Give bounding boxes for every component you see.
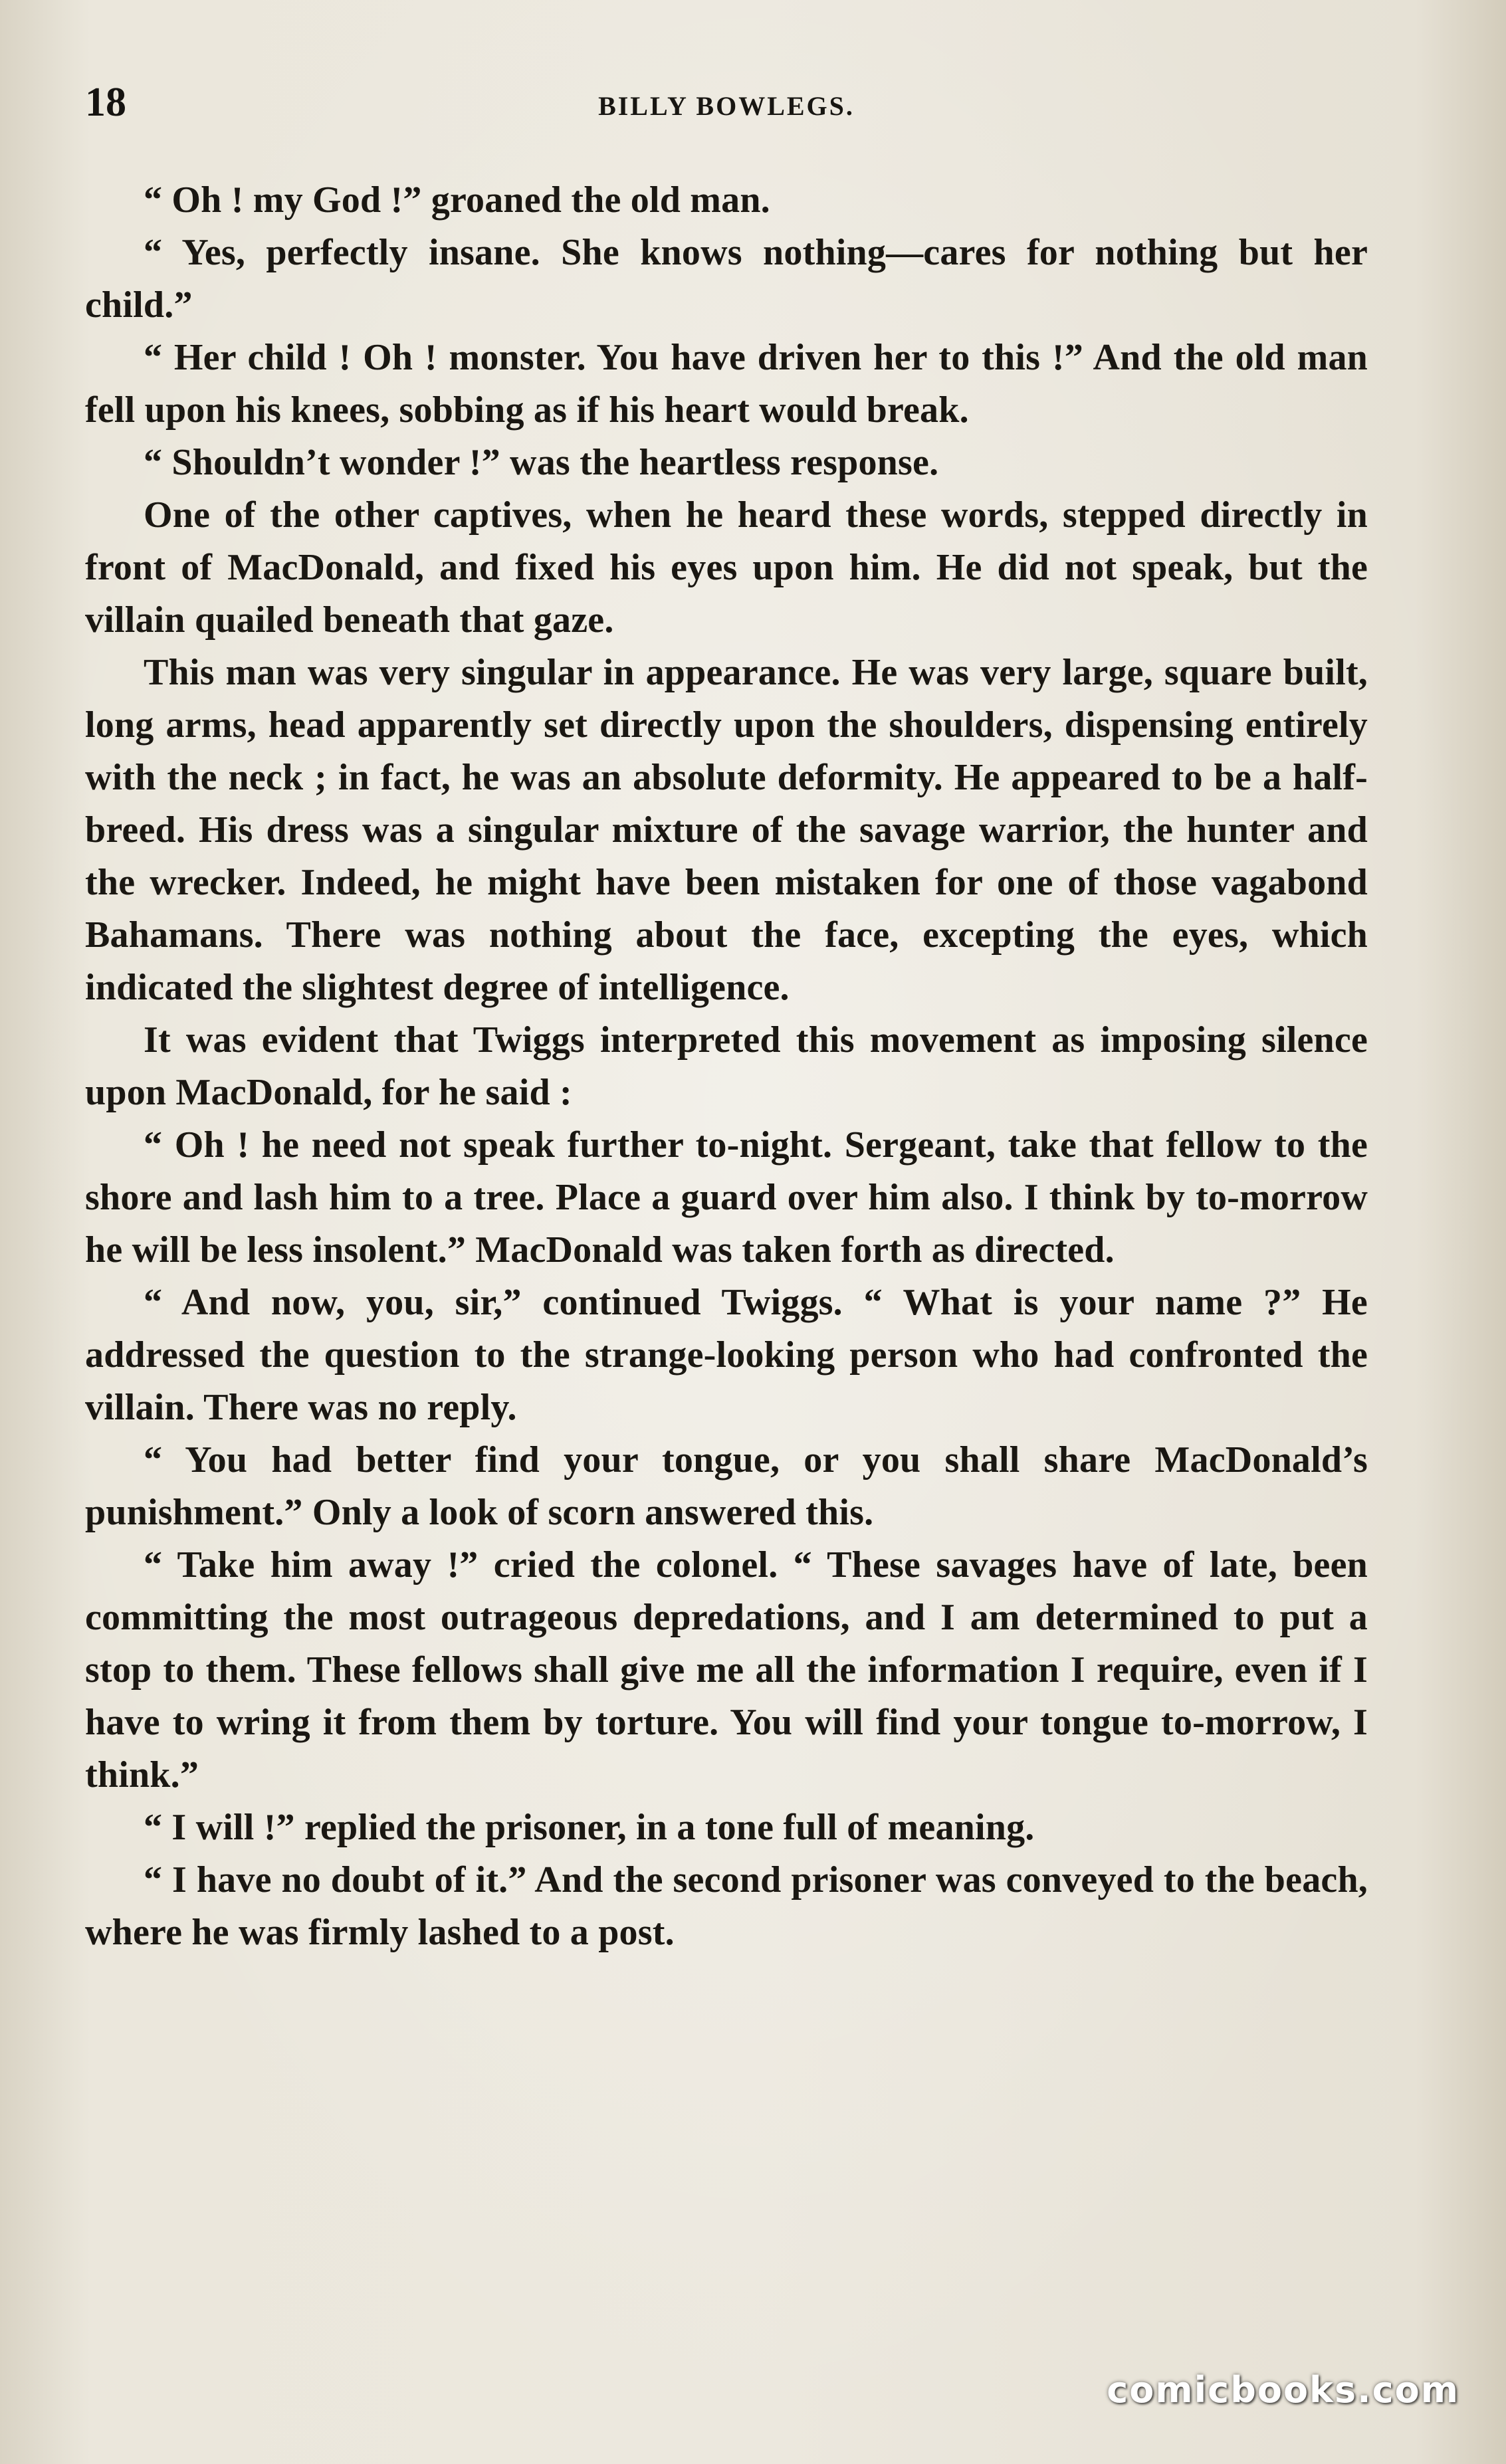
page-header [85,78,1368,132]
page-number: 18 [85,80,126,125]
paragraph: “ Yes, perfectly insane. She knows nothing—cares for nothing but her child.” [85,232,1368,326]
paragraph: This man was very singular in appearance. He was very large, square built, long arms, head apparently set directly upon the shoulders, dispensing entirely with the neck ; in fact, he was an absolute deformity. He appeared to be a half-breed. His dress was a singular mixture of the savage warrior, the hunter and the wrecker. Indeed, he might have been mistaken for one of those vagabond Bahamans. There was nothing about the face, excepting the eyes, which indicated the slightest degree of intelligence. [85,652,1368,1008]
paragraph: “ Take him away !” cried the colonel. “ These savages have of late, been committing the most outrageous depredations, and I am determined to put a stop to them. These fellows shall give me all the information I require, even if I have to wring it from them by torture. You will find your tongue to-morrow, I think.” [85,1544,1368,1796]
paragraph: “ I have no doubt of it.” And the second prisoner was conveyed to the beach, where he was firmly lashed to a post. [85,1859,1368,1953]
paragraph: One of the other captives, when he heard these words, stepped directly in front of MacDonald, and fixed his eyes upon him. He did not speak, but the villain quailed beneath that gaze. [85,494,1368,641]
site-watermark: comicbooks.com [1107,2369,1459,2411]
paragraph: “ And now, you, sir,” continued Twiggs. “ What is your name ?” He addressed the question to the strange-looking person who had confronted the villain. There was no reply. [85,1282,1368,1428]
paragraph: “ You had better find your tongue, or you shall share MacDonald’s punishment.” Only a look of scorn answered this. [85,1439,1368,1533]
paragraph: It was evident that Twiggs interpreted this movement as imposing silence upon MacDonald, for he said : [85,1019,1368,1113]
paragraph: “ Shouldn’t wonder !” was the heartless response. [144,442,939,483]
paragraph: “ I will !” replied the prisoner, in a tone full of meaning. [144,1807,1035,1848]
paragraph: “ Her child ! Oh ! monster. You have driven her to this !” And the old man fell upon his knees, sobbing as if his heart would break. [85,337,1368,431]
paragraph: “ Oh ! my God !” groaned the old man. [144,179,770,221]
body-text [85,174,1368,1959]
paragraph: “ Oh ! he need not speak further to-night. Sergeant, take that fellow to the shore and lash him to a tree. Place a guard over him also. I think by to-morrow he will be less insolent.” MacDonald was taken forth as directed. [85,1124,1368,1271]
running-title: BILLY BOWLEGS. [598,91,855,121]
